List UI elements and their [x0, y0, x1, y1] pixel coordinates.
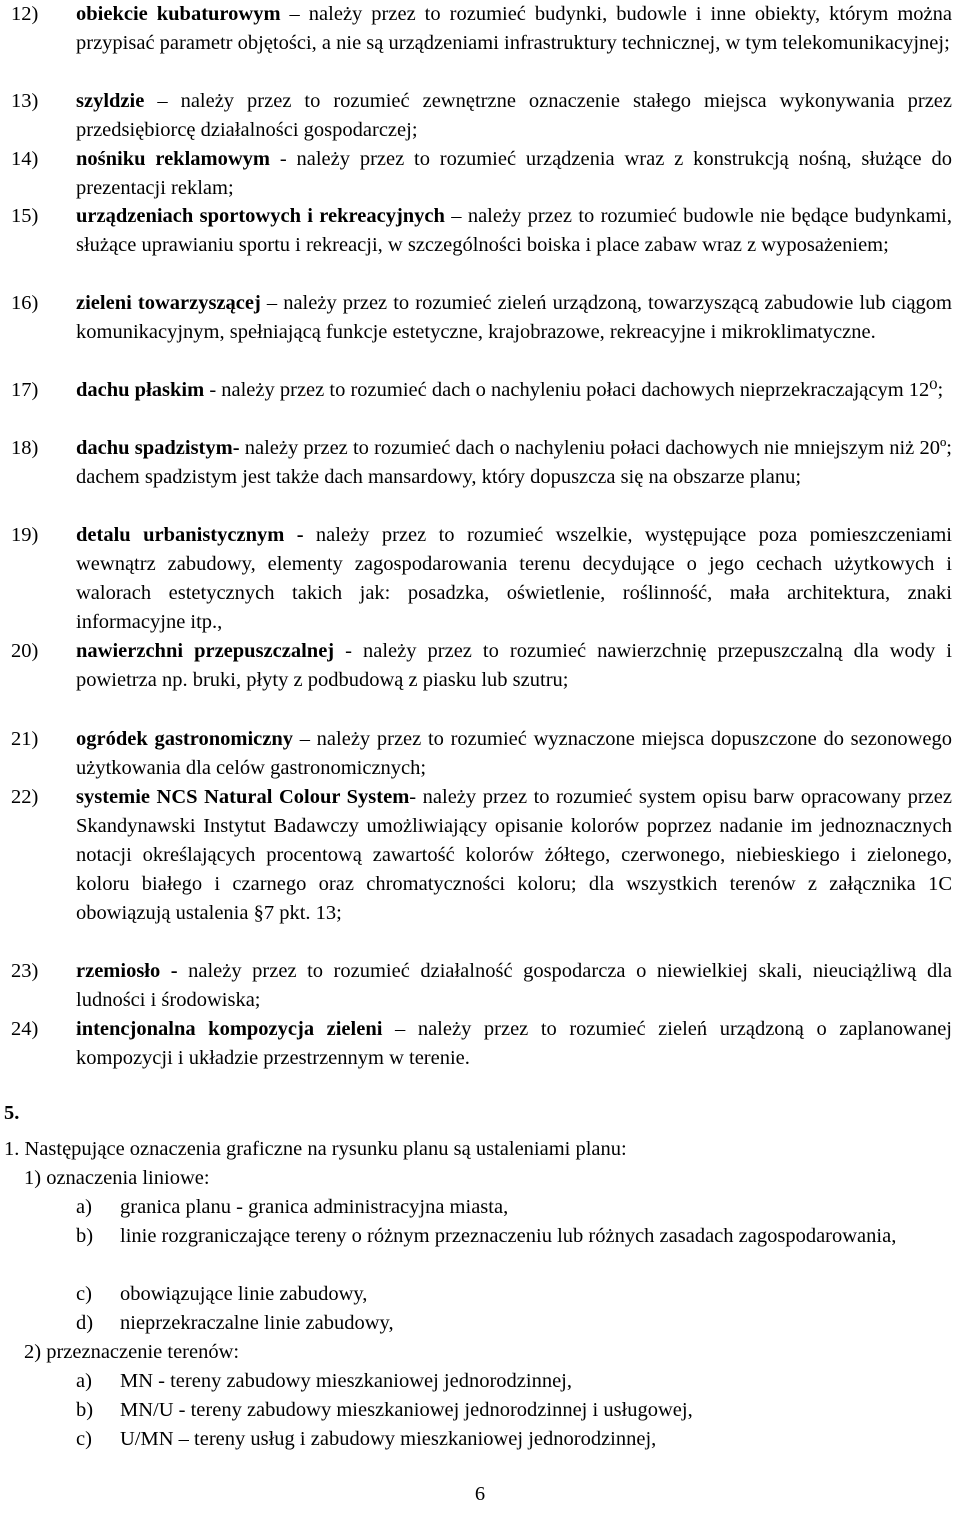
- definition-item-13: [0, 87, 956, 145]
- definition-term: detalu urbanistycznym -: [76, 524, 304, 546]
- list-item-letter: b): [76, 1399, 94, 1421]
- definition-item-14: [0, 145, 956, 203]
- list-item-letter: a): [76, 1196, 92, 1218]
- list-item: [76, 1367, 956, 1396]
- definition-number: 15): [11, 205, 39, 227]
- definition-body: – należy przez to rozumieć zieleń urządzoną, towarzyszącą zabudowie lub ciągom komunikacyjnym, spełniającą funkcje estetyczne, krajobrazowe, rekreacyjne i mikroklimatyczne.: [76, 292, 952, 343]
- definition-text: [76, 521, 956, 637]
- definition-text: [76, 202, 956, 260]
- definition-item-18: [0, 434, 956, 492]
- definition-item-17: [0, 376, 956, 405]
- definition-body: - należy przez to rozumieć nawierzchnię przepuszczalną dla wody i powietrza np. bruki, płyty z podbudową z piasku lub szutru;: [76, 640, 953, 691]
- definition-text: [76, 957, 956, 1015]
- definition-number: 22): [11, 786, 39, 808]
- list-item: [76, 1222, 956, 1251]
- definition-number: 16): [11, 292, 39, 314]
- definition-number: 24): [11, 1018, 39, 1040]
- definition-item-12: [0, 0, 956, 58]
- definition-text: [76, 0, 956, 58]
- definition-text: [76, 145, 956, 203]
- definition-number: 23): [11, 960, 39, 982]
- definition-body: - należy przez to rozumieć urządzenia wraz z konstrukcją nośną, służące do prezentacji reklam;: [76, 148, 952, 199]
- definition-number: 12): [11, 3, 39, 25]
- definition-text: [76, 637, 956, 695]
- definition-text: [76, 783, 956, 928]
- definition-number: 19): [11, 524, 39, 546]
- definition-term: nawierzchni przepuszczalnej: [76, 640, 335, 662]
- definition-text: [76, 87, 956, 145]
- definition-term: intencjonalna kompozycja zieleni: [76, 1018, 383, 1040]
- list-item-text: obowiązujące linie zabudowy,: [120, 1283, 368, 1305]
- list-item: [76, 1396, 956, 1425]
- definition-item-21: [0, 725, 956, 783]
- list-item-text: U/MN – tereny usług i zabudowy mieszkaniowej jednorodzinnej,: [120, 1428, 657, 1450]
- section-heading: 5.: [4, 1102, 20, 1124]
- list-item-text: MN - tereny zabudowy mieszkaniowej jednorodzinnej,: [120, 1370, 573, 1392]
- definition-body: – należy przez to rozumieć budynki, budowle i inne obiekty, którym można przypisać parametr objętości, a nie są urządzeniami infrastruktury technicznej, w tym telekomunikacyjnej;: [76, 3, 952, 54]
- definition-text: [76, 1015, 956, 1073]
- definition-body: należy przez to rozumieć wszelkie, występujące poza pomieszczeniami wewnątrz zabudowy, elementy zagospodarowania terenu decydujące o jego cechach użytkowych i walorach estetycznych takich jak: posadzka, oświetlenie, roślinność, mała architektura, znaki informacyjne itp.,: [76, 524, 952, 633]
- definition-body: – należy przez to rozumieć wyznaczone miejsca dopuszczone do sezonowego użytkowania dla celów gastronomicznych;: [76, 728, 952, 779]
- definition-number: 21): [11, 728, 39, 750]
- definition-term: zieleni towarzyszącej: [76, 292, 261, 314]
- definition-number: 14): [11, 148, 39, 170]
- page-number: 6: [474, 1483, 486, 1505]
- definition-term: urządzeniach sportowych i rekreacyjnych: [76, 205, 445, 227]
- definition-body: należy przez to rozumieć działalność gospodarcza o niewielkiej skali, nieuciążliwą dla ludności i środowiska;: [76, 960, 952, 1011]
- definition-number: 20): [11, 640, 39, 662]
- list-item-letter: a): [76, 1370, 92, 1392]
- list-item-letter: c): [76, 1428, 92, 1450]
- section-intro: 1. Następujące oznaczenia graficzne na rysunku planu są ustaleniami planu:: [4, 1138, 627, 1160]
- definition-text: [76, 376, 956, 405]
- definition-number: 17): [11, 379, 39, 401]
- definition-term: ogródek gastronomiczny: [76, 728, 294, 750]
- definition-body: – należy przez to rozumieć budowle nie będące budynkami, służące uprawianiu sportu i rekreacji, w szczególności boiska i place zabaw wraz z wyposażeniem;: [76, 205, 953, 256]
- list-item-text: MN/U - tereny zabudowy mieszkaniowej jednorodzinnej i usługowej,: [120, 1399, 693, 1421]
- definition-term: szyldzie: [76, 90, 145, 112]
- definition-term: dachu płaskim: [76, 379, 205, 401]
- definition-item-19: [0, 521, 956, 637]
- group-land-use-label: 2) przeznaczenie terenów:: [24, 1341, 240, 1363]
- definition-item-23: [0, 957, 956, 1015]
- list-item-letter: c): [76, 1283, 92, 1305]
- definition-body: - należy przez to rozumieć system opisu barw opracowany przez Skandynawski Instytut Badawczy umożliwiający opisanie kolorów poprzez nadanie im jednoznacznych notacji określających procentową zawartość kolorów żółtego, czerwonego, niebieskiego i zielonego, koloru białego i czarnego oraz chromatyczności koloru; dla wszystkich terenów z załącznika 1C obowiązują ustalenia §7 pkt. 13;: [76, 786, 952, 924]
- list-item-text: linie rozgraniczające tereny o różnym przeznaczeniu lub różnych zasadach zagospodarowania,: [120, 1225, 897, 1247]
- definition-item-20: [0, 637, 956, 695]
- list-item-letter: d): [76, 1312, 94, 1334]
- list-item: [76, 1193, 956, 1222]
- list-item-letter: b): [76, 1225, 94, 1247]
- definition-body: należy przez to rozumieć dach o nachyleniu połaci dachowych nie mniejszym niż 20º; dachem spadzistym jest także dach mansardowy, który dopuszcza się na obszarze planu;: [76, 437, 952, 488]
- definition-item-15: [0, 202, 956, 260]
- definition-text: [76, 725, 956, 783]
- definition-item-22: [0, 783, 956, 928]
- list-item-text: nieprzekraczalne linie zabudowy,: [120, 1312, 394, 1334]
- definition-text: [76, 289, 956, 347]
- definition-term: systemie NCS Natural Colour System: [76, 786, 410, 808]
- definition-text: [76, 434, 956, 492]
- definition-body: – należy przez to rozumieć zieleń urządzoną o zaplanowanej kompozycji i układzie przestrzennym w terenie.: [76, 1018, 952, 1069]
- definition-term: dachu spadzistym-: [76, 437, 240, 459]
- definition-number: 13): [11, 90, 39, 112]
- definition-item-16: [0, 289, 956, 347]
- definition-term: rzemiosło -: [76, 960, 178, 982]
- definition-number: 18): [11, 437, 39, 459]
- group-linear-markings-label: 1) oznaczenia liniowe:: [24, 1167, 210, 1189]
- definition-item-24: [0, 1015, 956, 1073]
- definition-term: nośniku reklamowym: [76, 148, 270, 170]
- definition-term: obiekcie kubaturowym: [76, 3, 281, 25]
- definition-body: - należy przez to rozumieć dach o nachyleniu połaci dachowych nieprzekraczającym 12⁰;: [204, 379, 944, 401]
- list-item: [76, 1425, 956, 1454]
- list-item: [76, 1280, 956, 1309]
- list-item-text: granica planu - granica administracyjna miasta,: [120, 1196, 509, 1218]
- definition-body: – należy przez to rozumieć zewnętrzne oznaczenie stałego miejsca wykonywania przez przedsiębiorcę działalności gospodarczej;: [76, 90, 952, 141]
- list-item: [76, 1309, 956, 1338]
